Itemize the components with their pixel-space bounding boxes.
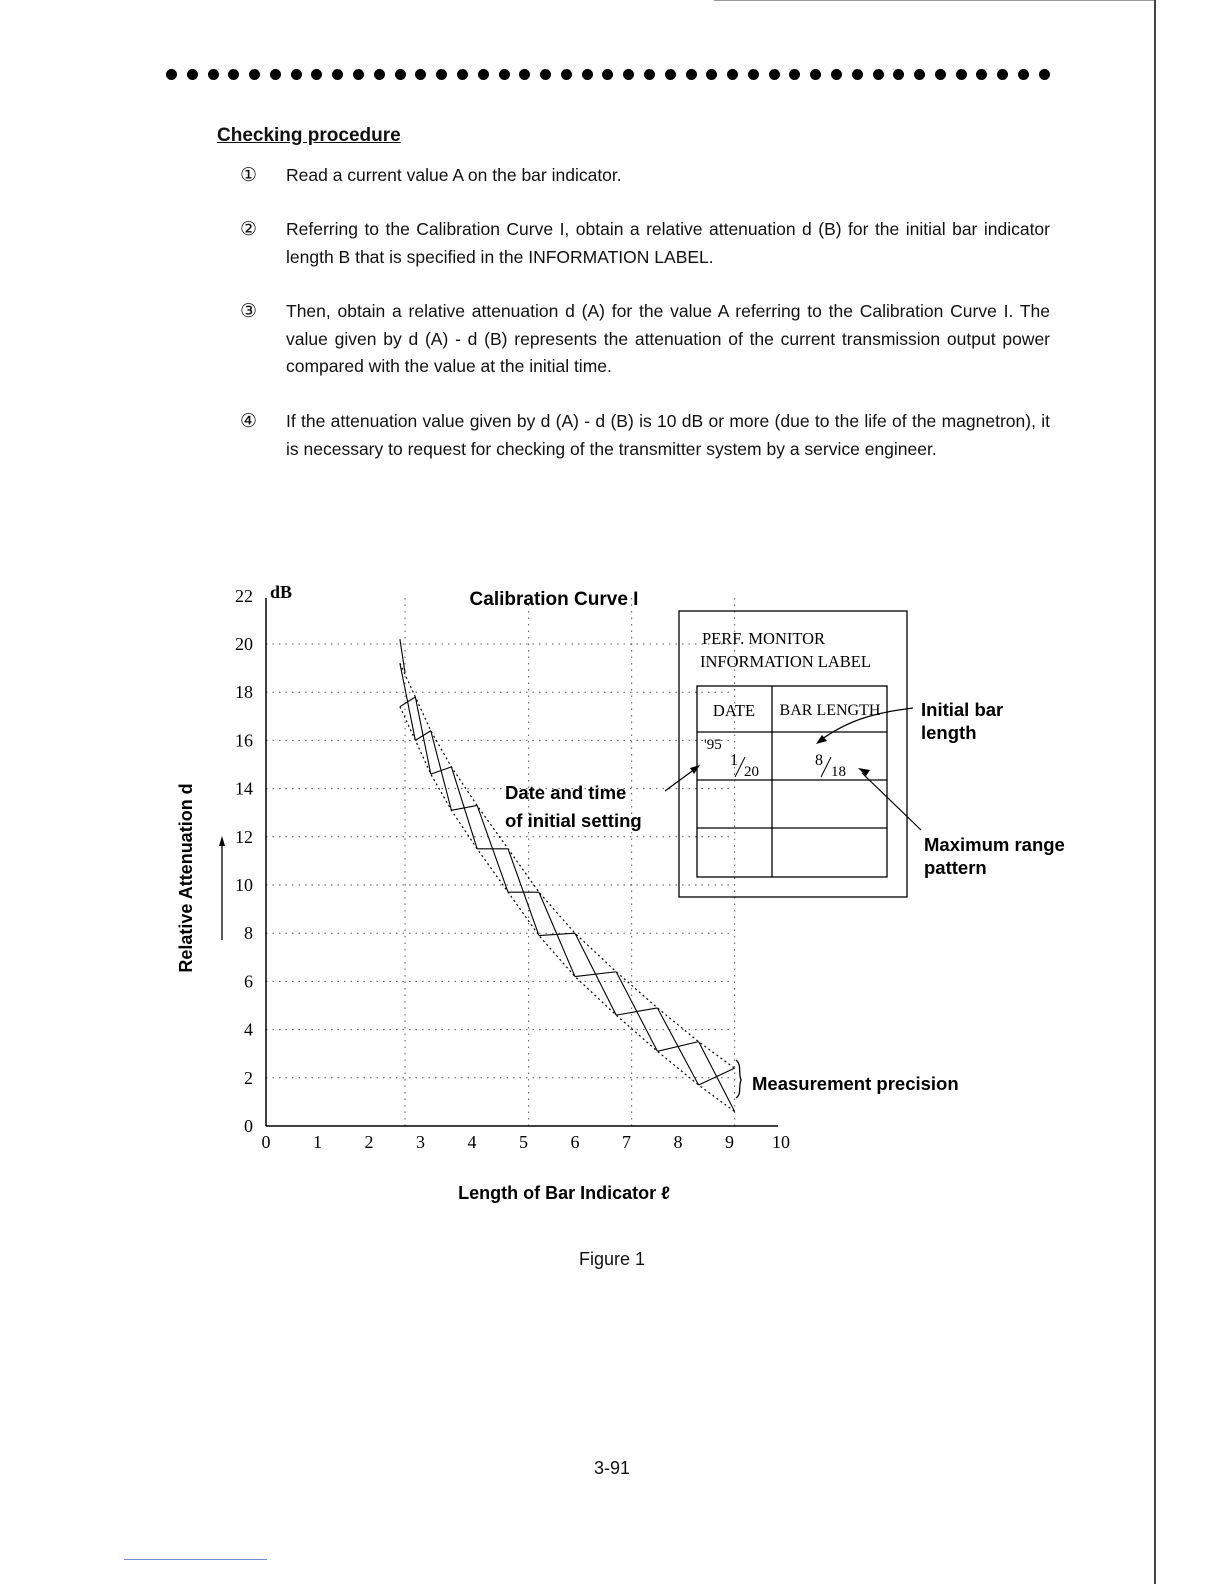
band-hatch [657, 1042, 698, 1052]
y-axis-title: Relative Attenuation d [176, 783, 196, 973]
section-heading: Checking procedure [217, 125, 401, 146]
annotation-date-time-2: of initial setting [505, 810, 642, 831]
grid-lines [266, 598, 735, 1126]
step-number: ④ [240, 410, 258, 432]
x-tick-label: 3 [416, 1132, 425, 1152]
band-hatch [431, 767, 452, 774]
y-tick-label: 12 [235, 826, 253, 847]
x-tick-label: 9 [725, 1132, 734, 1152]
step-number: ① [240, 164, 258, 186]
step-text: If the attenuation value given by d (A) - d (B) is 10 dB or more (due to the life of the magnetron), it is necessary to request for checking of the transmitter system by a service engineer. [286, 411, 1050, 459]
annotation-initial-bar-1: Initial bar [921, 699, 1004, 720]
chart-title: Calibration Curve I [469, 589, 639, 610]
y-tick-label: 20 [235, 634, 253, 654]
date-fraction-den: 20 [744, 764, 759, 780]
bar-fraction-num: 8 [815, 752, 823, 769]
x-tick-label: 4 [467, 1132, 477, 1152]
precision-brace [736, 1060, 741, 1098]
step-text: Read a current value A on the bar indicator. [286, 165, 622, 185]
bar-fraction-den: 18 [831, 764, 846, 780]
max-range-leader [862, 773, 921, 830]
band-hatch [699, 1068, 735, 1085]
page-number: 3-91 [593, 1458, 631, 1478]
y-tick-label: 6 [244, 971, 253, 992]
x-tick-label: 2 [364, 1132, 374, 1152]
x-tick-label: 5 [519, 1132, 528, 1152]
x-tick-labels [262, 1132, 791, 1152]
band-hatch [575, 972, 616, 977]
step-number: ② [240, 218, 258, 240]
annotation-max-range-2: pattern [924, 857, 987, 878]
x-tick-label: 1 [313, 1132, 322, 1152]
y-tick-label: 14 [235, 778, 253, 799]
y-tick-label: 8 [244, 923, 253, 944]
info-label-title-2: INFORMATION LABEL [700, 652, 871, 671]
x-tick-label: 7 [622, 1132, 631, 1152]
x-tick-label: 6 [570, 1132, 580, 1152]
x-tick-label: 0 [261, 1132, 271, 1152]
figure-caption: Figure 1 [578, 1249, 646, 1269]
annotation-max-range-1: Maximum range [924, 834, 1065, 855]
col-bar-length-header: BAR LENGTH [779, 702, 881, 719]
annotation-initial-bar-2: length [921, 722, 977, 743]
y-tick-label: 22 [235, 585, 253, 606]
band-hatch [415, 731, 430, 741]
date-fraction-num: 1 [730, 752, 738, 769]
y-unit-label: dB [270, 582, 293, 602]
annotation-date-time-1: Date and time [505, 782, 627, 803]
y-tick-label: 16 [235, 730, 253, 751]
y-tick-labels [235, 586, 253, 1136]
x-axis-title: Length of Bar Indicator ℓ [458, 1183, 670, 1203]
date-year: '95 [704, 737, 722, 753]
y-tick-label: 4 [244, 1019, 253, 1040]
y-tick-label: 18 [235, 682, 253, 703]
x-tick-label: 10 [772, 1132, 790, 1152]
y-tick-label: 10 [235, 875, 253, 895]
band-hatch [616, 1008, 657, 1015]
y-tick-label: 0 [244, 1116, 253, 1136]
band-hatch [400, 697, 415, 707]
col-date-header: DATE [712, 701, 756, 720]
calibration-band [400, 639, 735, 1111]
step-text: Then, obtain a relative attenuation d (A) for the value A referring to the Calibration Curve I. The value given by d (A) - d (B) represents the attenuation of the current transmission output power compared with the value at the initial time. [286, 301, 1050, 376]
date-time-arrowhead [690, 765, 700, 774]
info-label-title-1: PERF. MONITOR [702, 629, 826, 648]
step-number: ③ [240, 300, 258, 322]
x-tick-label: 8 [673, 1132, 683, 1152]
band-upper-edge [400, 663, 735, 1068]
annotation-precision: Measurement precision [752, 1073, 959, 1094]
y-tick-label: 2 [244, 1067, 253, 1088]
y-axis-arrowhead [219, 836, 225, 846]
step-text: Referring to the Calibration Curve I, obtain a relative attenuation d (B) for the initial bar indicator length B that is specified in the INFORMATION LABEL. [286, 219, 1050, 267]
